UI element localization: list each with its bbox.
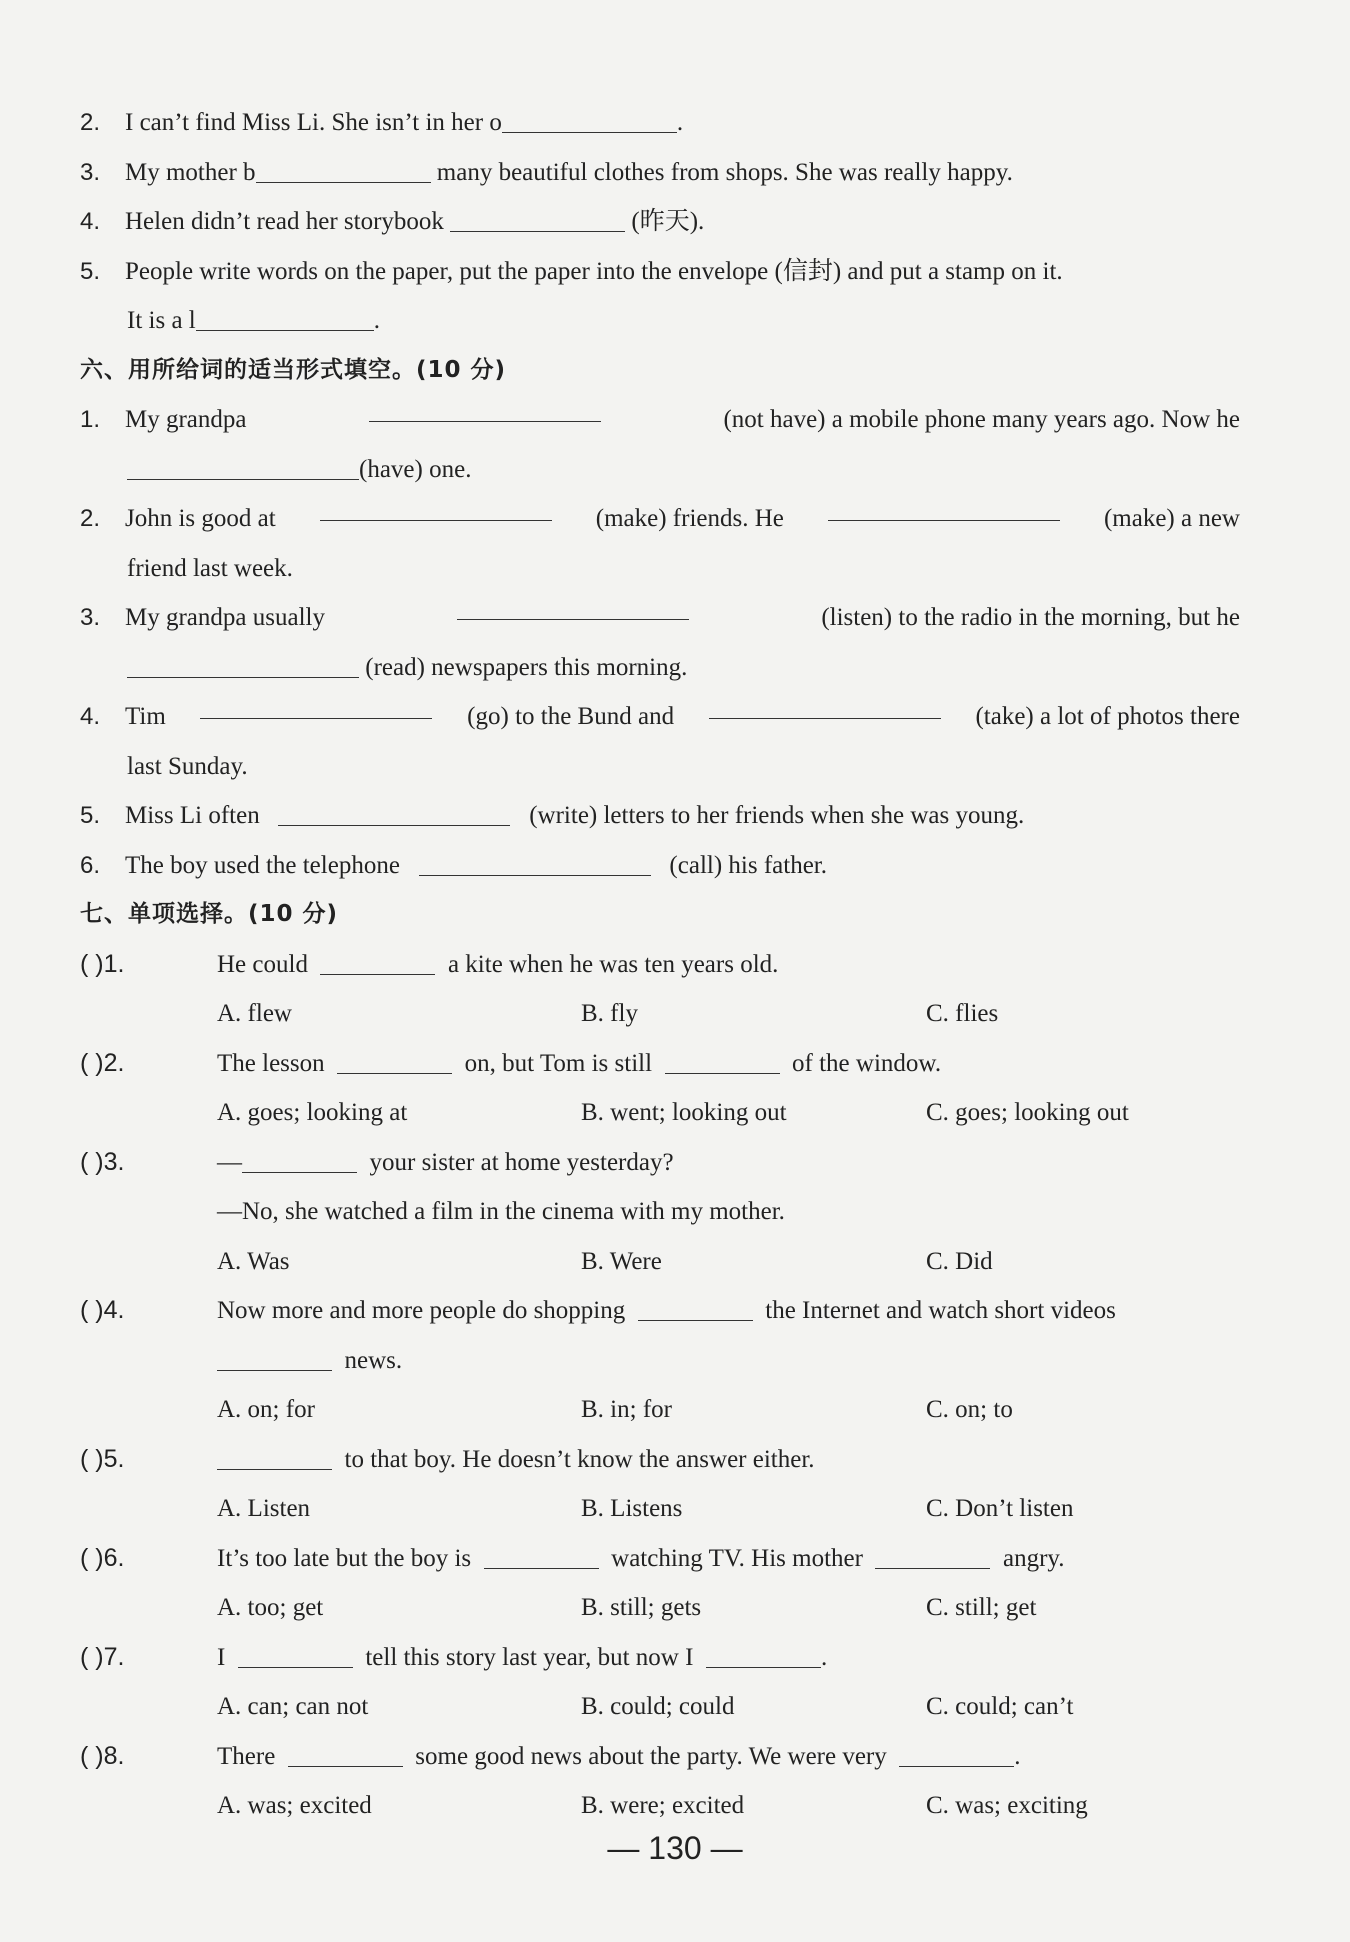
answer-blank[interactable] — [419, 849, 651, 876]
section-6-title: 六、用所给词的适当形式填空。(10 分) — [80, 356, 507, 383]
answer-blank[interactable] — [665, 1047, 780, 1074]
option-b[interactable]: B. could; could — [581, 1693, 735, 1720]
answer-blank[interactable] — [709, 692, 941, 719]
s6-item-1: 1. My grandpa (not have) a mobile phone many years ago. Now he — [80, 395, 1240, 445]
answer-blank[interactable] — [320, 948, 435, 975]
option-b[interactable]: B. went; looking out — [581, 1099, 787, 1126]
s7-q8-options — [80, 1781, 1240, 1831]
option-b[interactable]: B. fly — [581, 1000, 638, 1027]
s6-item-5: 5. Miss Li often (write) letters to her friends when she was young. — [80, 791, 1240, 841]
option-c[interactable]: C. goes; looking out — [926, 1099, 1129, 1126]
s7-q4-line2: news. — [80, 1336, 1240, 1386]
answer-blank[interactable] — [256, 156, 431, 183]
s6-item-2-line2: friend last week. — [127, 554, 293, 582]
s7-q1: ( )1. He could a kite when he was ten years old. — [80, 949, 779, 978]
answer-blank[interactable] — [242, 1146, 357, 1173]
option-c[interactable]: C. Don’t listen — [926, 1495, 1074, 1522]
option-c[interactable]: C. flies — [926, 1000, 999, 1027]
option-b[interactable]: B. Listens — [581, 1495, 683, 1522]
s6-item-4: 4. Tim (go) to the Bund and (take) a lot of photos there — [80, 692, 1240, 742]
option-b[interactable]: B. in; for — [581, 1396, 672, 1423]
answer-blank[interactable] — [288, 1740, 403, 1767]
s6-item-4-line2: last Sunday. — [127, 752, 248, 780]
page-number: — 130 — — [607, 1830, 743, 1866]
content — [80, 98, 1240, 1831]
answer-blank[interactable] — [875, 1542, 990, 1569]
option-b[interactable]: B. were; excited — [581, 1792, 745, 1819]
s7-q7-options — [80, 1682, 1240, 1732]
option-c[interactable]: C. was; exciting — [926, 1792, 1088, 1819]
answer-blank[interactable] — [337, 1047, 452, 1074]
answer-blank[interactable] — [200, 692, 432, 719]
s6-item-1-line2: (have) one. — [80, 445, 1240, 495]
option-c[interactable]: C. could; can’t — [926, 1693, 1074, 1720]
s7-q3: ( )3. — your sister at home yesterday? — [80, 1147, 674, 1176]
answer-blank[interactable] — [217, 1443, 332, 1470]
answer-blank[interactable] — [127, 651, 359, 678]
answer-blank[interactable] — [196, 304, 374, 331]
s6-item-6: 6. The boy used the telephone (call) his father. — [80, 841, 1240, 891]
answer-blank[interactable] — [369, 395, 601, 422]
option-a[interactable]: A. Was — [217, 1247, 290, 1275]
answer-blank[interactable] — [320, 494, 552, 521]
answer-blank[interactable] — [484, 1542, 599, 1569]
s7-q7: ( )7. I tell this story last year, but now I . — [80, 1642, 828, 1671]
option-a[interactable]: A. too; get — [217, 1594, 324, 1621]
answer-blank[interactable] — [899, 1740, 1014, 1767]
answer-blank[interactable] — [706, 1641, 821, 1668]
answer-blank[interactable] — [238, 1641, 353, 1668]
s6-item-3-line2: (read) newspapers this morning. — [80, 643, 1240, 693]
option-a[interactable]: A. can; can not — [217, 1693, 369, 1720]
s7-q6-options — [80, 1583, 1240, 1633]
option-c[interactable]: C. on; to — [926, 1396, 1013, 1423]
option-c[interactable]: C. Did — [926, 1247, 993, 1275]
s7-q6: ( )6. It’s too late but the boy is watching TV. His mother angry. — [80, 1543, 1065, 1572]
option-b[interactable]: B. Were — [581, 1247, 662, 1275]
option-b[interactable]: B. still; gets — [581, 1594, 702, 1621]
option-a[interactable]: A. was; excited — [217, 1792, 372, 1819]
answer-blank[interactable] — [828, 494, 1060, 521]
s7-q4: ( )4. Now more and more people do shopping the Internet and watch short videos — [80, 1296, 1116, 1324]
s7-q8: ( )8. There some good news about the party. We were very . — [80, 1741, 1021, 1770]
option-a[interactable]: A. on; for — [217, 1396, 315, 1423]
s7-q5: ( )5. to that boy. He doesn’t know the answer either. — [80, 1444, 815, 1473]
option-a[interactable]: A. Listen — [217, 1495, 311, 1522]
s7-q3-options — [80, 1237, 1240, 1287]
s5-item-2: 2. I can’t find Miss Li. She isn’t in her o . — [80, 98, 1240, 148]
s7-q2-options — [80, 1088, 1240, 1138]
s7-q4-options — [80, 1385, 1240, 1435]
s5-item-5-line2: It is a l . — [80, 296, 1240, 346]
option-a[interactable]: A. flew — [217, 1000, 292, 1027]
s5-item-3: 3. My mother b many beautiful clothes from shops. She was really happy. — [80, 148, 1240, 198]
s7-q5-options — [80, 1484, 1240, 1534]
answer-blank[interactable] — [502, 106, 677, 133]
answer-blank[interactable] — [450, 205, 625, 232]
s5-item-5: 5. People write words on the paper, put the paper into the envelope (信封) and put a stamp on it. — [80, 257, 1063, 285]
option-a[interactable]: A. goes; looking at — [217, 1099, 408, 1126]
answer-blank[interactable] — [127, 453, 359, 480]
s7-q2: ( )2. The lesson on, but Tom is still of the window. — [80, 1048, 942, 1077]
answer-blank[interactable] — [217, 1344, 332, 1371]
answer-blank[interactable] — [278, 799, 510, 826]
option-c[interactable]: C. still; get — [926, 1594, 1037, 1621]
s5-item-4: 4. Helen didn’t read her storybook (昨天). — [80, 197, 1240, 247]
section-7-title: 七、单项选择。(10 分) — [80, 901, 339, 927]
answer-blank[interactable] — [457, 593, 689, 620]
s7-q1-options — [80, 989, 1240, 1039]
answer-blank[interactable] — [638, 1294, 753, 1321]
s7-q3-line2: —No, she watched a film in the cinema with my mother. — [217, 1198, 785, 1225]
s6-item-3: 3. My grandpa usually (listen) to the radio in the morning, but he — [80, 593, 1240, 643]
s6-item-2: 2. John is good at (make) friends. He (make) a new — [80, 494, 1240, 544]
